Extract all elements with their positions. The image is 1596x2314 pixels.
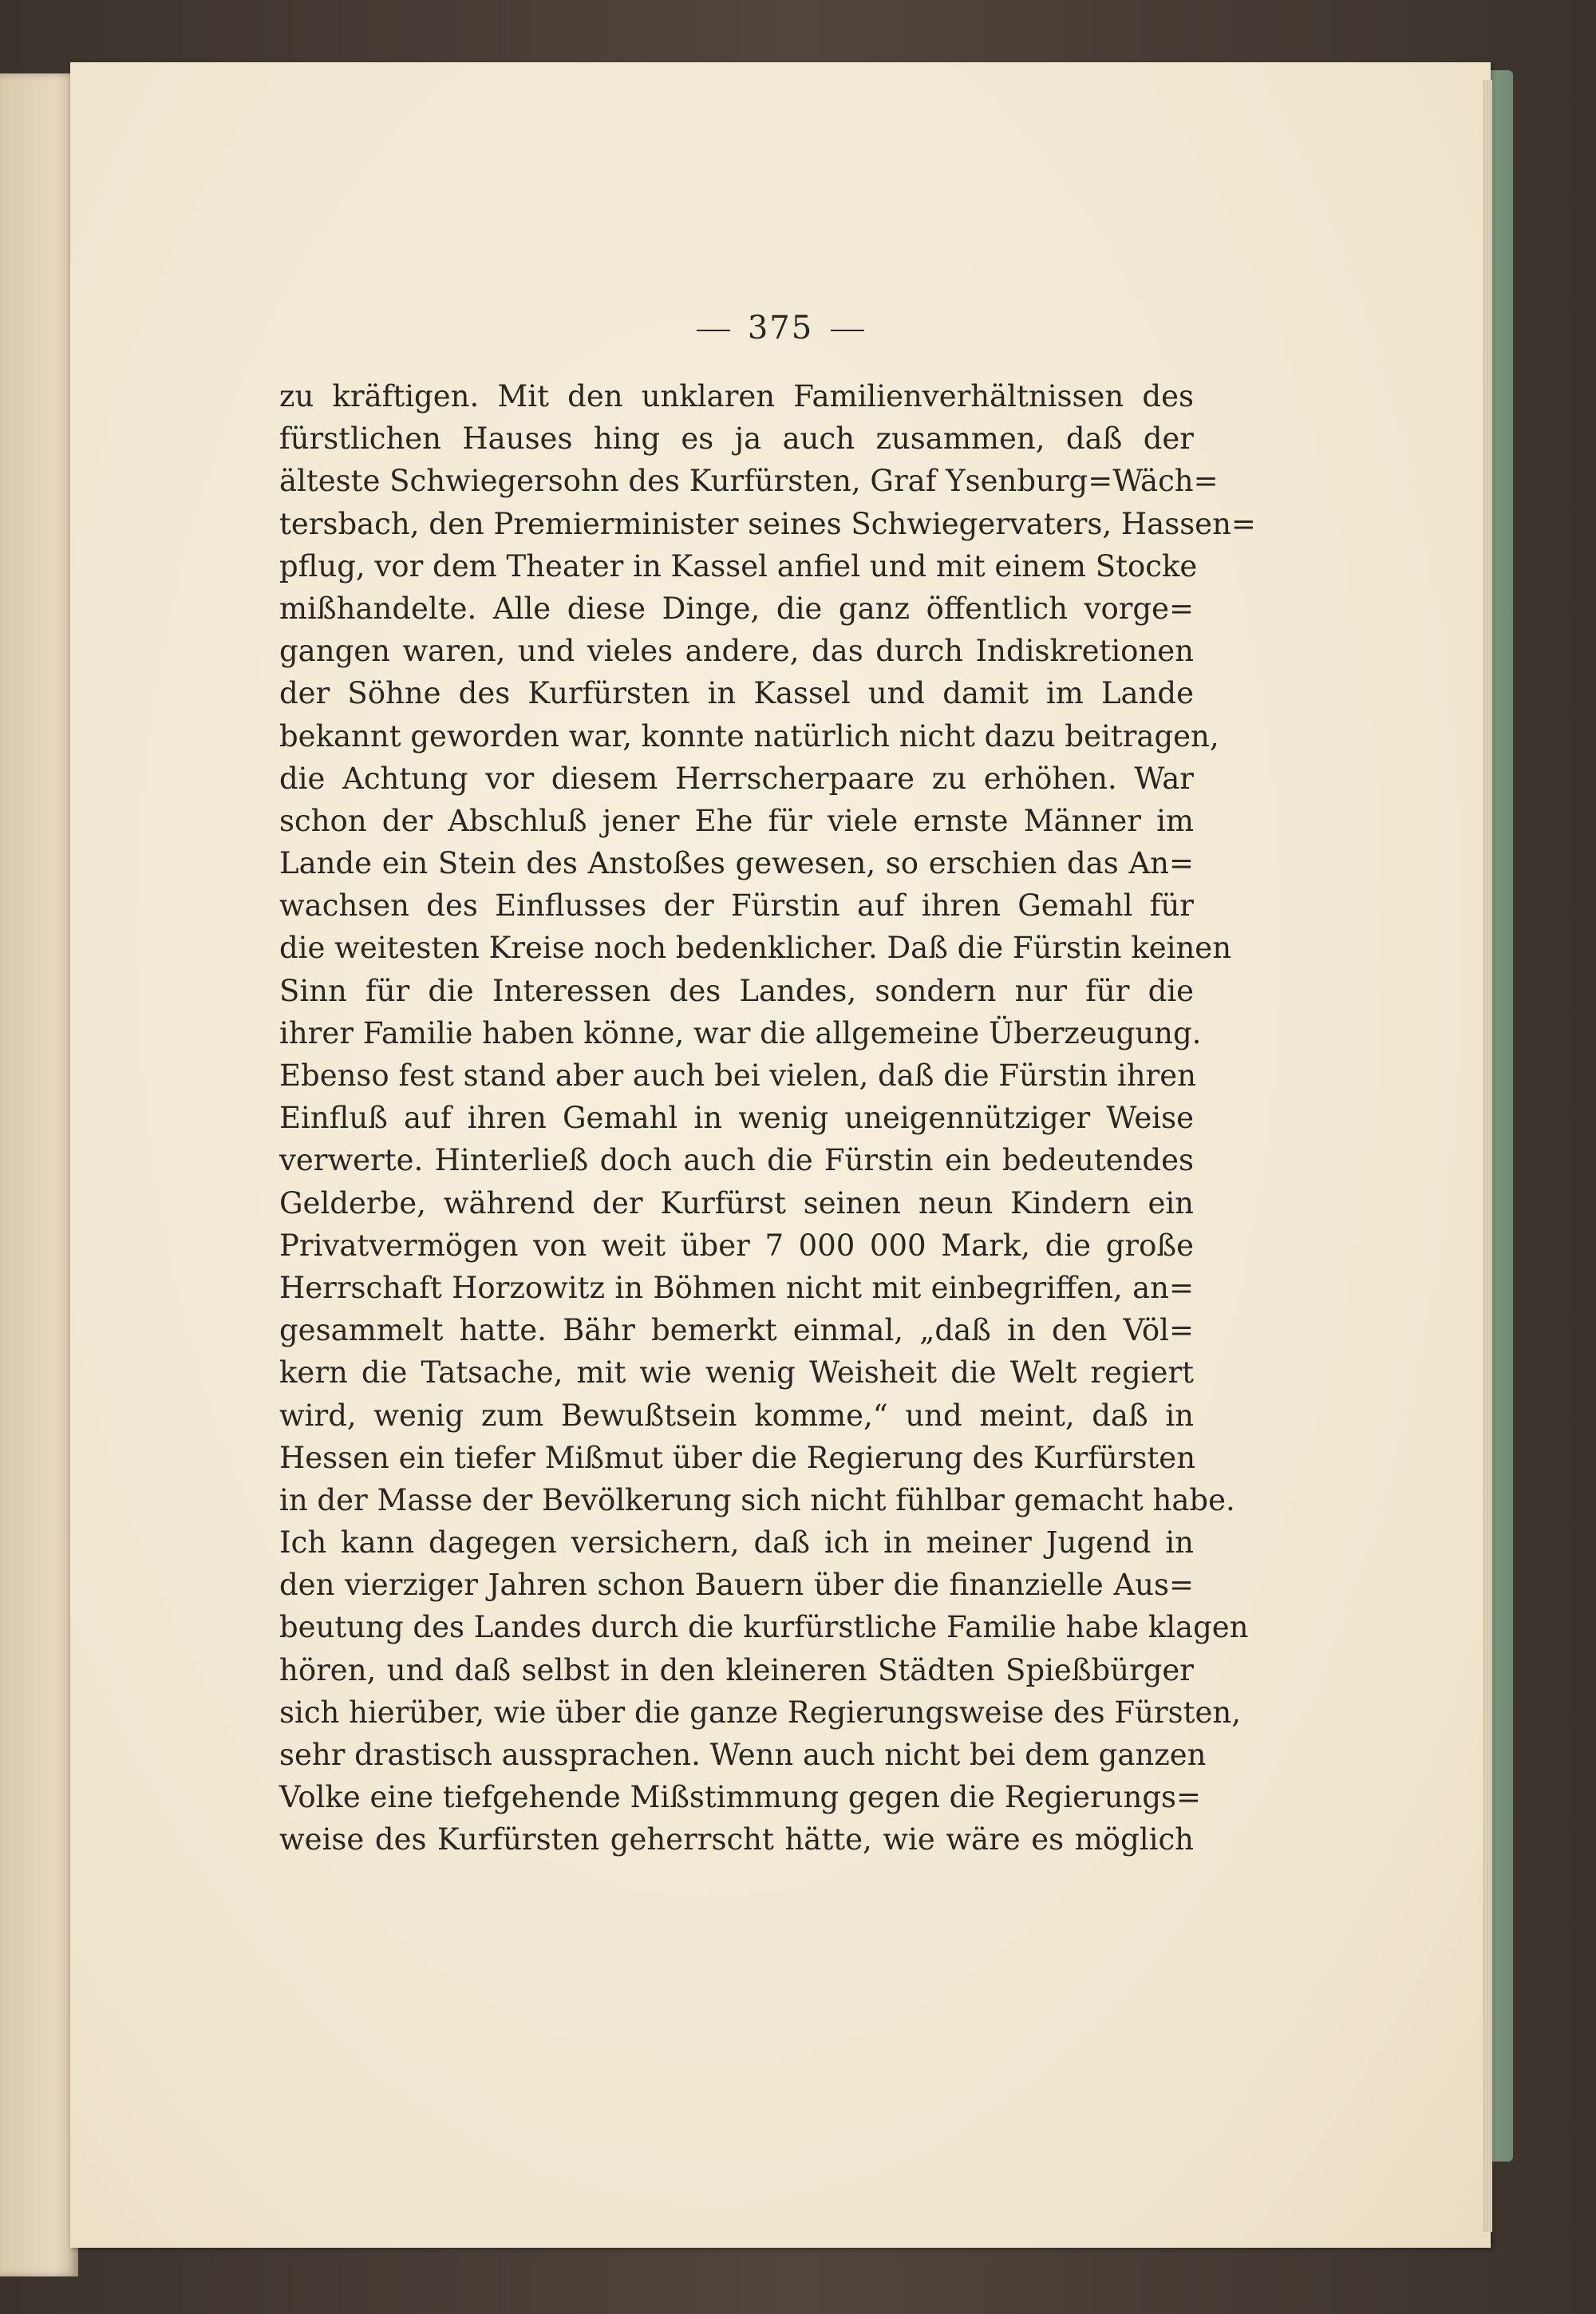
text-line: mißhandelte. Alle diese Dinge, die ganz öffentlich vorge= [279,591,1194,626]
text-line: wachsen des Einflusses der Fürstin auf ihren Gemahl für [279,888,1194,924]
text-line: Ich kann dagegen versichern, daß ich in meiner Jugend in [279,1525,1194,1560]
text-line: hören, und daß selbst in den kleineren Städten Spießbürger [279,1652,1194,1687]
text-line: Sinn für die Interessen des Landes, sondern nur für die [279,973,1194,1008]
text-line: den vierziger Jahren schon Bauern über die finanzielle Aus= [279,1568,1194,1603]
text-line: pflug, vor dem Theater in Kassel anfiel und mit einem Stocke [279,548,1198,583]
text-line: gangen waren, und vieles andere, das durch Indiskretionen [279,634,1194,669]
body-text [279,375,1256,1861]
text-line: Herrschaft Horzowitz in Böhmen nicht mit einbegriffen, an= [279,1270,1194,1305]
text-line: Privatvermögen von weit über 7 000 000 Mark, die große [279,1228,1194,1263]
page-stack-edge [1483,80,1492,2232]
text-line: kern die Tatsache, mit wie wenig Weisheit die Welt regiert [279,1355,1194,1390]
text-line: sich hierüber, wie über die ganze Regierungsweise des Fürsten, [279,1695,1241,1730]
text-line: in der Masse der Bevölkerung sich nicht fühlbar gemacht habe. [279,1482,1235,1517]
header-dash-left [697,330,730,331]
text-line: die weitesten Kreise noch bedenklicher. Daß die Fürstin keinen [279,931,1232,966]
text-line: Lande ein Stein des Anstoßes gewesen, so erschien das An= [279,846,1194,881]
text-line: wird, wenig zum Bewußtsein komme,“ und meint, daß in [279,1398,1194,1433]
text-line: Volke eine tiefgehende Mißstimmung gegen die Regierungs= [279,1780,1202,1815]
text-line: beutung des Landes durch die kurfürstliche Familie habe klagen [279,1610,1249,1645]
text-line: ihrer Familie haben könne, war die allgemeine Überzeugung. [279,1015,1202,1050]
text-line: Ebenso fest stand aber auch bei vielen, daß die Fürstin ihren [279,1058,1196,1093]
text-line: tersbach, den Premierminister seines Schwiegervaters, Hassen= [279,506,1256,541]
header-dash-right [831,330,864,331]
text-line: älteste Schwiegersohn des Kurfürsten, Graf Ysenburg=Wäch= [279,464,1219,499]
text-line: verwerte. Hinterließ doch auch die Fürstin ein bedeutendes [279,1143,1194,1178]
text-line: Gelderbe, während der Kurfürst seinen neun Kindern ein [279,1185,1194,1220]
text-line: sehr drastisch aussprachen. Wenn auch nicht bei dem ganzen [279,1738,1207,1772]
text-line: die Achtung vor diesem Herrscherpaare zu erhöhen. War [279,761,1194,796]
text-line: der Söhne des Kurfürsten in Kassel und damit im Lande [279,676,1194,711]
text-line: zu kräftigen. Mit den unklaren Familienverhältnissen des [279,379,1194,413]
facing-page-edge [0,73,78,2276]
page-number: 375 [747,310,814,346]
text-line: Einfluß auf ihren Gemahl in wenig uneigennütziger Weise [279,1101,1194,1136]
page-header [70,310,1491,346]
text-line: schon der Abschluß jener Ehe für viele ernste Männer im [279,803,1194,838]
text-line: Hessen ein tiefer Mißmut über die Regierung des Kurfürsten [279,1440,1196,1475]
text-line: weise des Kurfürsten geherrscht hätte, wie wäre es möglich [279,1822,1194,1857]
text-line: gesammelt hatte. Bähr bemerkt einmal, „daß in den Völ= [279,1313,1194,1348]
text-line: bekannt geworden war, konnte natürlich nicht dazu beitragen, [279,718,1219,754]
text-line: fürstlichen Hauses hing es ja auch zusammen, daß der [279,421,1194,457]
